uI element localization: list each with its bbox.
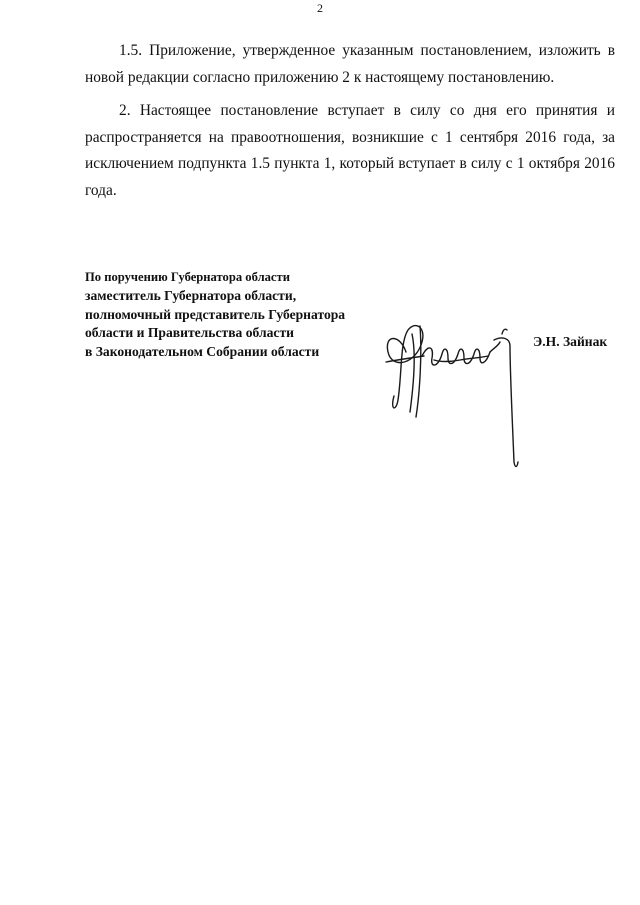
- signatory-title: [85, 287, 385, 361]
- paragraph-1-5: 1.5. Приложение, утвержденное указанным постановлением, изложить в новой редакции согласно приложению 2 к настоящему постановлению.: [85, 42, 615, 86]
- signatory-title-line: области и Правительства области: [85, 325, 294, 340]
- signature-block: [85, 269, 385, 361]
- signatory-title-line: заместитель Губернатора области,: [85, 288, 297, 303]
- signatory-title-line: в Законодательном Собрании области: [85, 343, 320, 359]
- paragraph-2: 2. Настоящее постановление вступает в силу со дня его принятия и распространяется на правоотношения, возникшие с 1 сентября 2016 года, за исключением подпункта 1.5 пункта 1, который вступает в силу с 1 октября 2016 года.: [85, 102, 615, 199]
- document-body: [85, 38, 615, 211]
- signature-intro: По поручению Губернатора области: [85, 270, 290, 284]
- signatory-title-line: полномочный представитель Губернатора: [85, 306, 346, 322]
- page-number: 2: [317, 1, 323, 15]
- signer-name: Э.Н. Зайнак: [533, 334, 608, 349]
- handwritten-signature: [376, 312, 526, 472]
